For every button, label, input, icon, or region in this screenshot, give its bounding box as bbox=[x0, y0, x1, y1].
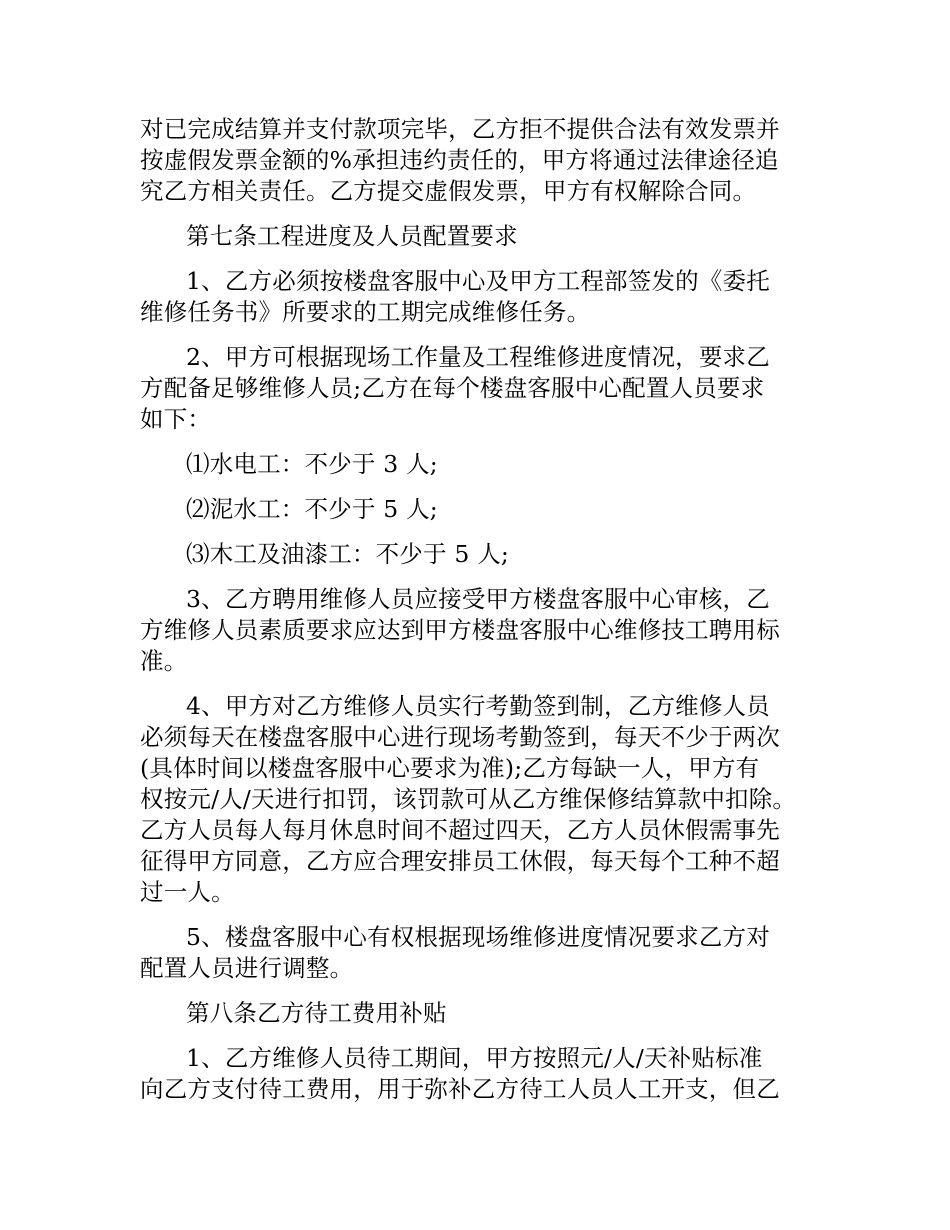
text-line: 究乙方相关责任。乙方提交虚假发票，甲方有权解除合同。 bbox=[140, 177, 757, 205]
paragraph bbox=[140, 266, 830, 328]
text-line: 第七条工程进度及人员配置要求 bbox=[186, 222, 518, 250]
text-line: 权按元/人/天进行扣罚，该罚款可从乙方维保修结算款中扣除。 bbox=[140, 785, 797, 813]
text-line: ⑵泥水工：不少于 5 人; bbox=[186, 495, 438, 523]
text-line: 方配备足够维修人员;乙方在每个楼盘客服中心配置人员要求 bbox=[140, 374, 765, 402]
paragraph bbox=[140, 691, 830, 908]
list-item bbox=[140, 449, 830, 480]
text-line: 向乙方支付待工费用，用于弥补乙方待工人员人工开支，但乙 bbox=[140, 1075, 780, 1103]
text-line: 必须每天在楼盘客服中心进行现场考勤签到，每天不少于两次 bbox=[140, 723, 780, 751]
text-line: 3、乙方聘用维修人员应接受甲方楼盘客服中心审核，乙 bbox=[186, 585, 770, 613]
text-line: 对已完成结算并支付款项完毕，乙方拒不提供合法有效发票并 bbox=[140, 115, 780, 143]
paragraph bbox=[140, 342, 830, 435]
paragraph bbox=[140, 1043, 830, 1105]
text-line: ⑶木工及油漆工：不少于 5 人; bbox=[186, 540, 510, 568]
text-line: 过一人。 bbox=[140, 878, 235, 906]
text-line: 按虚假发票金额的%承担违约责任的，甲方将通过法律途径追 bbox=[140, 146, 779, 174]
text-line: 征得甲方同意，乙方应合理安排员工休假，每天每个工种不超 bbox=[140, 847, 780, 875]
text-line: 4、甲方对乙方维修人员实行考勤签到制，乙方维修人员 bbox=[186, 692, 770, 720]
text-line: 如下： bbox=[140, 405, 212, 433]
paragraph bbox=[140, 114, 830, 207]
paragraph bbox=[140, 584, 830, 677]
text-line: 1、乙方必须按楼盘客服中心及甲方工程部签发的《委托 bbox=[186, 267, 770, 295]
text-line: 第八条乙方待工费用补贴 bbox=[186, 999, 447, 1027]
paragraph bbox=[140, 922, 830, 984]
text-line: 配置人员进行调整。 bbox=[140, 954, 354, 982]
list-item bbox=[140, 494, 830, 525]
document-page bbox=[140, 114, 830, 1119]
section-heading bbox=[140, 998, 830, 1029]
text-line: (具体时间以楼盘客服中心要求为准);乙方每缺一人，甲方有 bbox=[140, 754, 760, 782]
list-item bbox=[140, 539, 830, 570]
text-line: 乙方人员每人每月休息时间不超过四天，乙方人员休假需事先 bbox=[140, 816, 780, 844]
text-line: 2、甲方可根据现场工作量及工程维修进度情况，要求乙 bbox=[186, 343, 770, 371]
text-line: 方维修人员素质要求应达到甲方楼盘客服中心维修技工聘用标 bbox=[140, 616, 780, 644]
text-line: 5、楼盘客服中心有权根据现场维修进度情况要求乙方对 bbox=[186, 923, 770, 951]
section-heading bbox=[140, 221, 830, 252]
text-line: 维修任务书》所要求的工期完成维修任务。 bbox=[140, 298, 591, 326]
text-line: 准。 bbox=[140, 647, 188, 675]
text-line: ⑴水电工：不少于 3 人; bbox=[186, 450, 438, 478]
text-line: 1、乙方维修人员待工期间，甲方按照元/人/天补贴标准 bbox=[186, 1044, 763, 1072]
